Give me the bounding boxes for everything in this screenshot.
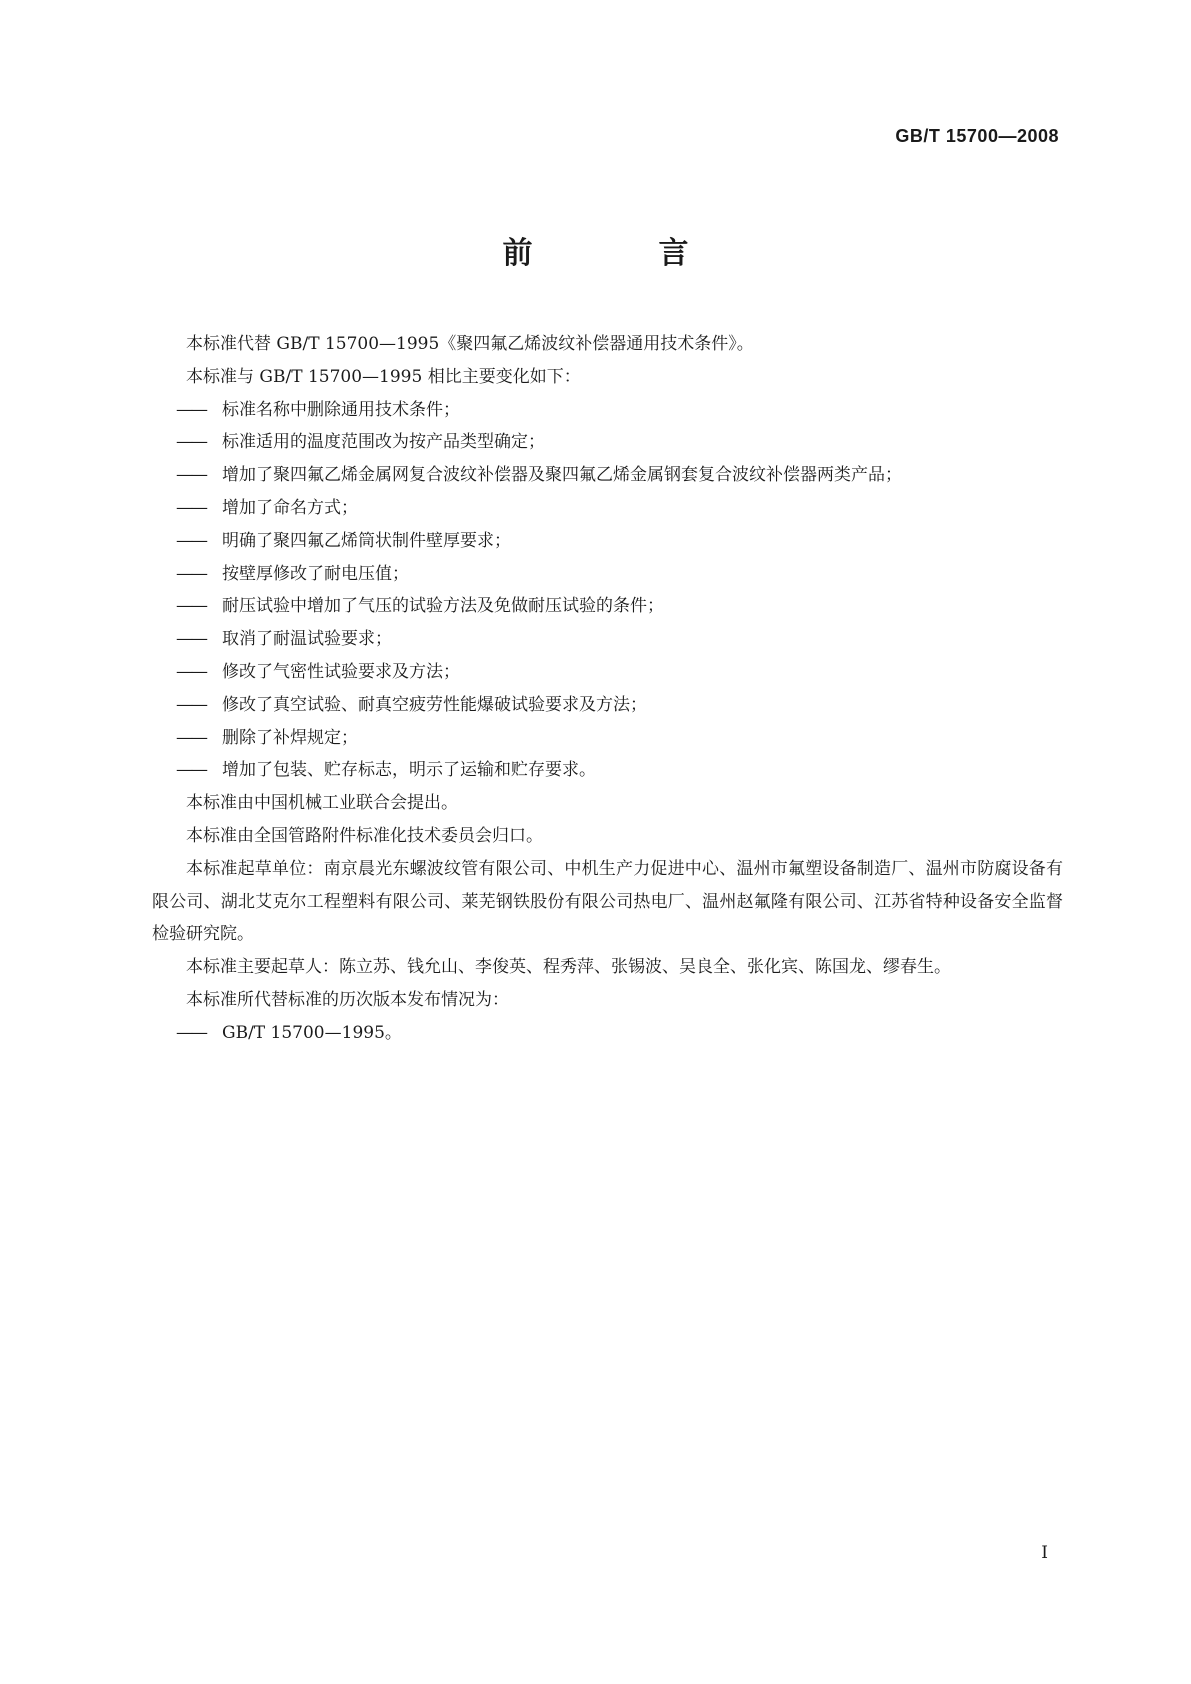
paragraph-version-history: 本标准所代替标准的历次版本发布情况为： — [186, 989, 509, 1010]
list-item: —— 增加了命名方式； — [152, 492, 1063, 525]
dash-marker: —— — [176, 596, 206, 617]
dash-marker: —— — [176, 432, 206, 453]
page-number: I — [1041, 1543, 1048, 1563]
paragraph-proposed-by: 本标准由中国机械工业联合会提出。 — [186, 793, 458, 814]
paragraph-drafting-units: 本标准起草单位：南京晨光东螺波纹管有限公司、中机生产力促进中心、温州市氟塑设备制造厂、温州市防腐设备有限公司、湖北艾克尔工程塑料有限公司、莱芜钢铁股份有限公司热电厂、温州赵氟隆有限公司、江苏省特种设备安全监督检验研究院。 — [152, 858, 1063, 945]
list-item: —— 标准适用的温度范围改为按产品类型确定； — [152, 426, 1063, 459]
page-title: 前 言 — [502, 236, 737, 271]
paragraph-replaces: 本标准代替 GB/T 15700—1995《聚四氟乙烯波纹补偿器通用技术条件》。 — [186, 334, 754, 354]
list-item: —— GB/T 15700—1995。 — [152, 1017, 1063, 1050]
standard-code: GB/T 15700—2008 — [895, 126, 1059, 146]
list-item: —— 修改了气密性试验要求及方法； — [152, 656, 1063, 689]
dash-marker: —— — [176, 661, 206, 682]
dash-marker: —— — [176, 694, 206, 715]
list-item: —— 增加了包装、贮存标志，明示了运输和贮存要求。 — [152, 754, 1063, 787]
dash-marker: —— — [176, 399, 206, 420]
list-item: —— 标准名称中删除通用技术条件； — [152, 394, 1063, 427]
dash-marker: —— — [176, 563, 206, 584]
changes-list — [152, 394, 1063, 788]
dash-marker: —— — [176, 465, 206, 486]
dash-marker: —— — [176, 530, 206, 551]
paragraph-changes-intro: 本标准与 GB/T 15700—1995 相比主要变化如下： — [186, 366, 581, 387]
previous-versions-list — [152, 1017, 1063, 1050]
list-item: —— 修改了真空试验、耐真空疲劳性能爆破试验要求及方法； — [152, 689, 1063, 722]
list-item: —— 取消了耐温试验要求； — [152, 623, 1063, 656]
dash-marker: —— — [176, 497, 206, 518]
list-item: —— 耐压试验中增加了气压的试验方法及免做耐压试验的条件； — [152, 590, 1063, 623]
document-body — [152, 328, 1063, 1050]
list-item: —— 删除了补焊规定； — [152, 722, 1063, 755]
list-item: —— 增加了聚四氟乙烯金属网复合波纹补偿器及聚四氟乙烯金属钢套复合波纹补偿器两类产品； — [152, 459, 1063, 492]
paragraph-drafters: 本标准主要起草人：陈立苏、钱允山、李俊英、程秀萍、张锡波、吴良全、张化宾、陈国龙、缪春生。 — [186, 957, 951, 978]
dash-marker: —— — [176, 760, 206, 781]
paragraph-administered-by: 本标准由全国管路附件标准化技术委员会归口。 — [186, 825, 543, 846]
dash-marker: —— — [176, 727, 206, 748]
dash-marker: —— — [176, 629, 206, 650]
dash-marker: —— — [176, 1022, 206, 1043]
list-item: —— 按壁厚修改了耐电压值； — [152, 558, 1063, 591]
list-item: —— 明确了聚四氟乙烯筒状制件壁厚要求； — [152, 525, 1063, 558]
